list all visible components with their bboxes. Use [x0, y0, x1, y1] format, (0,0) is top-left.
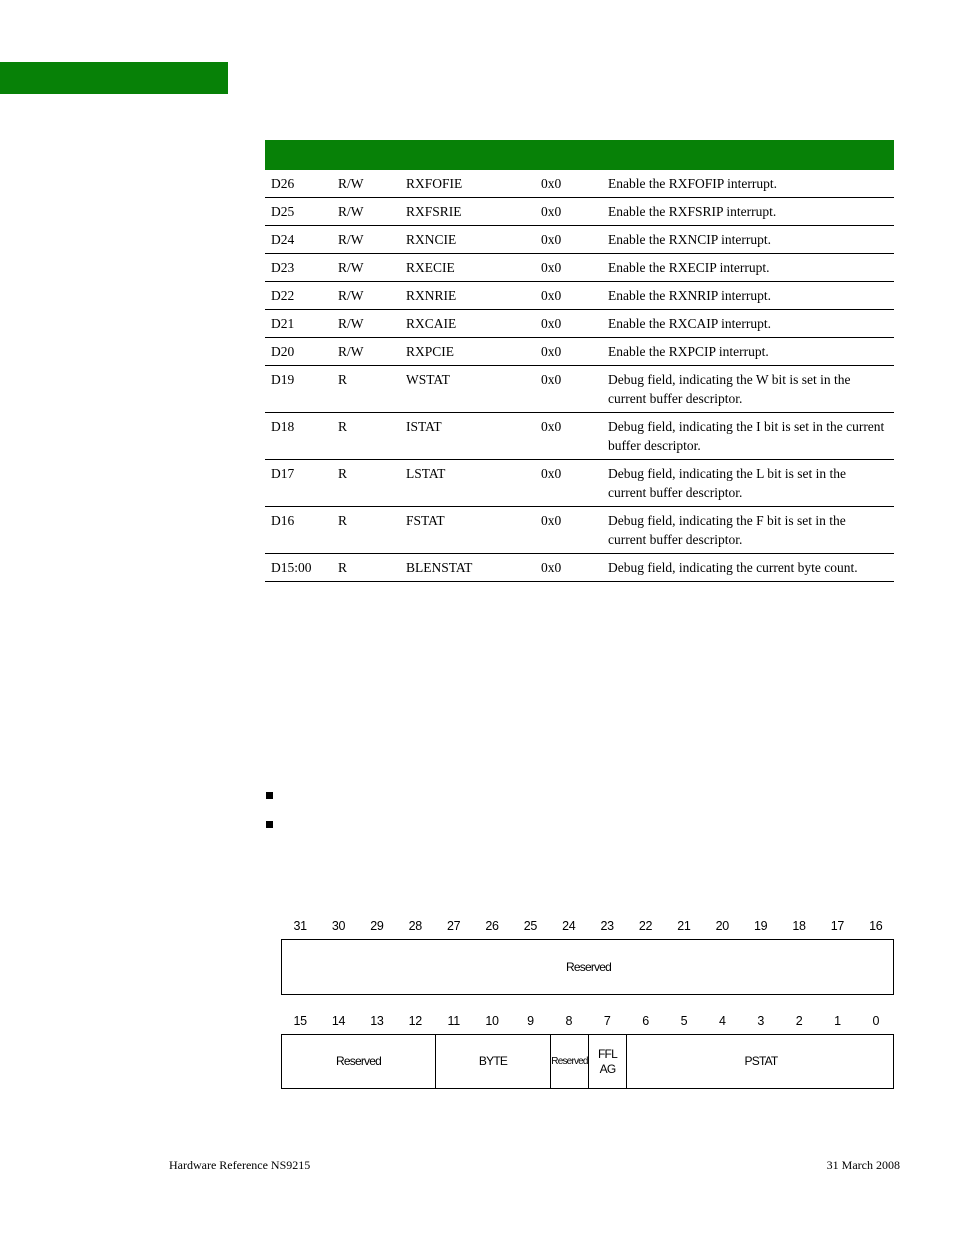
register-field: Reserved	[550, 1035, 588, 1088]
reset-value: 0x0	[541, 513, 562, 528]
register-field: Reserved	[566, 959, 611, 974]
bit-number: 8	[565, 1014, 573, 1028]
field-mnemonic: FSTAT	[406, 513, 445, 528]
bit-number: 21	[677, 919, 691, 933]
table-header-bar	[265, 140, 894, 170]
field-mnemonic: RXECIE	[406, 260, 455, 275]
bit-number: 10	[485, 1014, 499, 1028]
field-description: Debug field, indicating the F bit is set in the current buffer descriptor.	[608, 513, 846, 547]
register-bit-table	[265, 140, 894, 582]
bit-number: 3	[757, 1014, 765, 1028]
bit-field: D17	[271, 466, 295, 481]
bit-field: D18	[271, 419, 295, 434]
access-type: R	[338, 513, 348, 528]
field-description: Debug field, indicating the I bit is set in the current buffer descriptor.	[608, 419, 885, 453]
field-description: Debug field, indicating the current byte count.	[608, 560, 858, 575]
access-type: R	[338, 560, 348, 575]
reset-value: 0x0	[541, 232, 562, 247]
bit-number: 28	[408, 919, 422, 933]
field-mnemonic: RXFSRIE	[406, 204, 462, 219]
bit-number: 12	[408, 1014, 422, 1028]
bit-number: 29	[370, 919, 384, 933]
bit-number: 5	[680, 1014, 688, 1028]
reset-value: 0x0	[541, 560, 562, 575]
bit-field: D19	[271, 372, 295, 387]
field-description: Enable the RXPCIP interrupt.	[608, 344, 769, 359]
bit-field: D23	[271, 260, 295, 275]
reset-value: 0x0	[541, 344, 562, 359]
reset-value: 0x0	[541, 260, 562, 275]
bit-field: D26	[271, 176, 295, 191]
table-row	[265, 366, 894, 413]
bit-number: 2	[795, 1014, 803, 1028]
reset-value: 0x0	[541, 204, 562, 219]
upper-bit-numbers	[281, 919, 895, 935]
table-row	[265, 554, 894, 582]
reset-value: 0x0	[541, 288, 562, 303]
bit-number: 25	[523, 919, 538, 933]
field-mnemonic: LSTAT	[406, 466, 446, 481]
register-lower-half	[281, 1034, 894, 1089]
register-field: FFL AG	[588, 1035, 626, 1088]
bit-number: 26	[485, 919, 499, 933]
lower-bit-numbers	[281, 1014, 895, 1030]
field-mnemonic: BLENSTAT	[406, 560, 473, 575]
field-description: Enable the RXFSRIP interrupt.	[608, 204, 777, 219]
bullet-marker	[266, 821, 273, 828]
footer-date: 31 March 2008	[826, 1158, 900, 1172]
field-description: Enable the RXNCIP interrupt.	[608, 232, 771, 247]
access-type: R/W	[338, 232, 364, 247]
field-mnemonic: WSTAT	[406, 372, 450, 387]
bit-number: 0	[872, 1014, 880, 1028]
table-row	[265, 460, 894, 507]
table-row	[265, 413, 894, 460]
table-row	[265, 170, 894, 198]
bit-number: 31	[293, 919, 307, 933]
access-type: R/W	[338, 288, 364, 303]
bit-field: D22	[271, 288, 295, 303]
bit-field: D15:00	[271, 560, 312, 575]
bit-number: 6	[642, 1014, 649, 1028]
access-type: R	[338, 419, 348, 434]
bit-number: 9	[527, 1014, 534, 1028]
bit-number: 23	[600, 919, 614, 933]
access-type: R	[338, 372, 348, 387]
bit-field: D20	[271, 344, 295, 359]
access-type: R	[338, 466, 348, 481]
bit-number: 19	[754, 919, 768, 933]
register-field: BYTE	[435, 1035, 550, 1088]
bit-number: 30	[331, 919, 346, 933]
table-row	[265, 254, 894, 282]
bit-number: 14	[331, 1014, 346, 1028]
reset-value: 0x0	[541, 176, 562, 191]
chapter-tab	[0, 62, 228, 94]
field-mnemonic: RXNRIE	[406, 288, 457, 303]
bit-number: 16	[869, 919, 883, 933]
reset-value: 0x0	[541, 466, 562, 481]
register-field: PSTAT	[626, 1035, 895, 1088]
bit-number: 22	[638, 919, 653, 933]
table-row	[265, 226, 894, 254]
bit-number: 27	[447, 919, 461, 933]
field-description: Enable the RXNRIP interrupt.	[608, 288, 771, 303]
access-type: R/W	[338, 260, 364, 275]
register-field: Reserved	[336, 1054, 381, 1068]
table-row	[265, 198, 894, 226]
register-upper-half	[281, 939, 894, 995]
bit-number: 20	[715, 919, 729, 933]
field-mnemonic: RXNCIE	[406, 232, 457, 247]
field-mnemonic: ISTAT	[406, 419, 442, 434]
bit-number: 7	[603, 1014, 611, 1028]
bit-field: D24	[271, 232, 295, 247]
bit-number: 11	[447, 1014, 460, 1028]
bit-number: 18	[792, 919, 806, 933]
field-description: Enable the RXECIP interrupt.	[608, 260, 770, 275]
table-row	[265, 507, 894, 554]
bit-number: 4	[718, 1014, 726, 1028]
field-mnemonic: RXCAIE	[406, 316, 457, 331]
access-type: R/W	[338, 344, 364, 359]
bit-field: D16	[271, 513, 295, 528]
table-row	[265, 310, 894, 338]
field-mnemonic: RXPCIE	[406, 344, 455, 359]
access-type: R/W	[338, 316, 364, 331]
table-row	[265, 282, 894, 310]
bit-number: 17	[830, 919, 845, 933]
reset-value: 0x0	[541, 419, 562, 434]
footer-document-title: Hardware Reference NS9215	[169, 1158, 311, 1172]
field-description: Enable the RXCAIP interrupt.	[608, 316, 771, 331]
bit-number: 24	[562, 919, 576, 933]
reset-value: 0x0	[541, 316, 562, 331]
bullet-marker	[266, 792, 273, 799]
field-description: Debug field, indicating the L bit is set in the current buffer descriptor.	[608, 466, 846, 500]
reset-value: 0x0	[541, 372, 562, 387]
bit-number: 13	[370, 1014, 384, 1028]
field-description: Debug field, indicating the W bit is set in the current buffer descriptor.	[608, 372, 851, 406]
field-description: Enable the RXFOFIP interrupt.	[608, 176, 777, 191]
bit-field: D21	[271, 316, 295, 331]
bit-number: 15	[293, 1014, 307, 1028]
bit-field: D25	[271, 204, 295, 219]
access-type: R/W	[338, 176, 364, 191]
access-type: R/W	[338, 204, 364, 219]
field-mnemonic: RXFOFIE	[406, 176, 463, 191]
table-row	[265, 338, 894, 366]
bit-number: 1	[834, 1014, 841, 1028]
